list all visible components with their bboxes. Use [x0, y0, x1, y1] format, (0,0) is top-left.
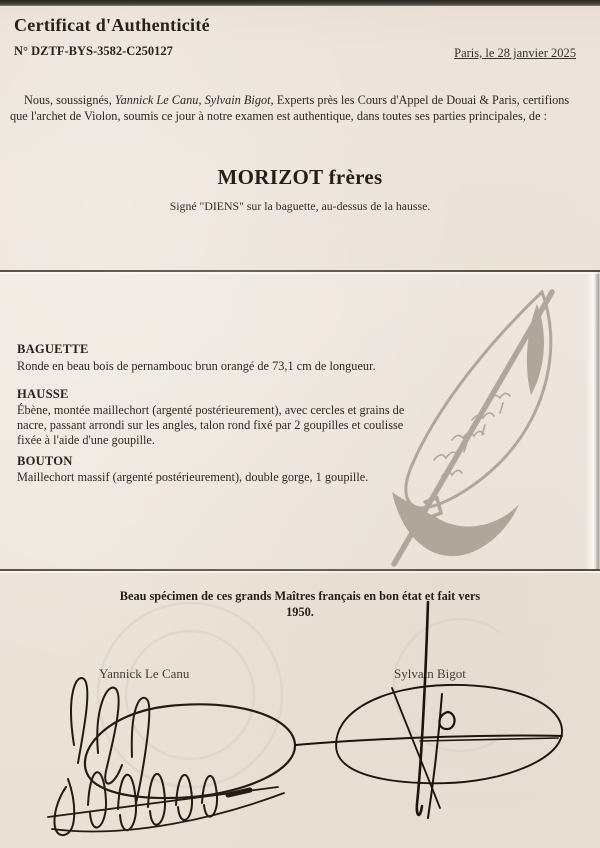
- conclusion-line-1: Beau spécimen de ces grands Maîtres français en bon état et fait vers: [119, 589, 481, 603]
- intro-suffix: , Experts près les Cours d'Appel de Douai & Paris, certifions que l'archet de Violon, soumis ce jour à notre examen est authentique, dans toutes ses parties principales, de :: [10, 93, 570, 123]
- intro-prefix: Nous, soussignés,: [24, 93, 115, 107]
- section-bouton-heading: BOUTON: [17, 454, 73, 468]
- section-baguette-body: Ronde en beau bois de pernambouc brun orangé de 73,1 cm de longueur.: [17, 359, 376, 373]
- expert-name-1: Yannick Le Canu: [114, 93, 199, 107]
- scan-seam-line-1: [0, 270, 600, 272]
- section-hausse-heading: HAUSSE: [17, 387, 69, 401]
- scan-strip-right-edge: [586, 272, 600, 569]
- section-hausse-body: Ébène, montée maillechort (argenté postérieurement), avec cercles et grains de nacre, passant arrondi sur les angles, talon rond fixé par 2 goupilles et coulisse fixée à l'aide d'une goupille.: [17, 403, 405, 448]
- signatory-name-right: Sylvain Bigot: [394, 666, 466, 681]
- signature-right: [292, 596, 584, 828]
- scan-edge-top: [0, 0, 600, 6]
- intro-separator: ,: [198, 93, 205, 107]
- section-baguette-heading: BAGUETTE: [17, 342, 89, 356]
- signature-left: [40, 645, 320, 843]
- signatory-name-left: Yannick Le Canu: [99, 666, 190, 681]
- certificate-title: Certificat d'Authenticité: [14, 15, 210, 35]
- brand-note: Signé "DIENS" sur la baguette, au-dessus de la hausse.: [169, 199, 431, 213]
- certificate-number: N° DZTF-BYS-3582-C250127: [14, 44, 173, 58]
- section-bouton-body: Maillechort massif (argenté postérieurement), double gorge, 1 goupille.: [17, 470, 369, 484]
- maker-name: MORIZOT frères: [217, 165, 383, 189]
- expert-name-2: Sylvain Bigot: [204, 93, 271, 107]
- conclusion-line-2: 1950.: [286, 604, 314, 619]
- place-and-date: Paris, le 28 janvier 2025: [454, 46, 576, 60]
- intro-paragraph: [10, 93, 590, 124]
